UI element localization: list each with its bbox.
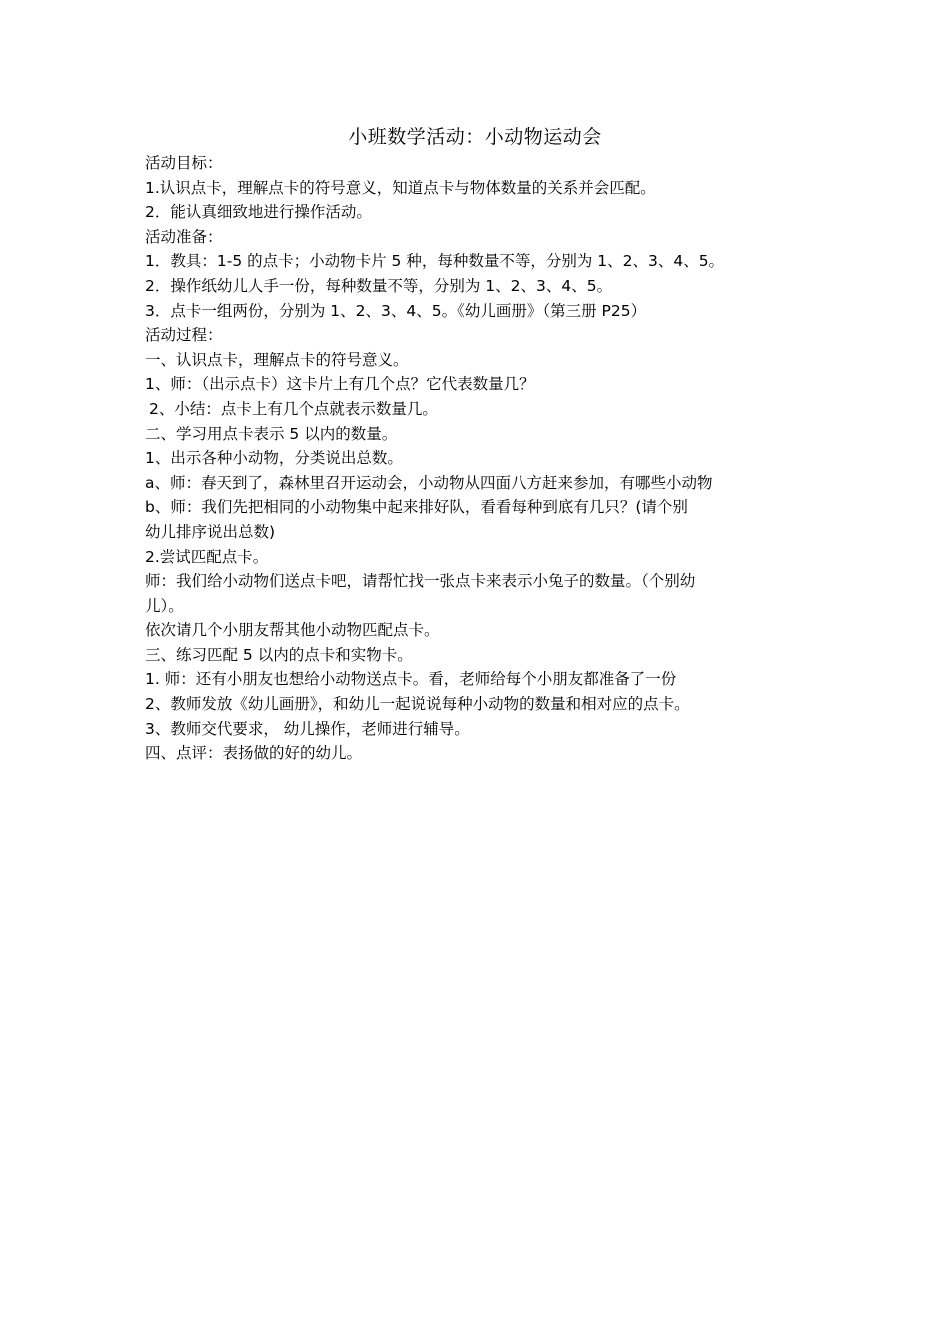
process-line: 1. 师：还有小朋友也想给小动物送点卡。看，老师给每个小朋友都准备了一份	[145, 670, 677, 689]
goal-item: 2．能认真细致地进行操作活动。	[145, 203, 372, 222]
preparation-item: 1．教具：1-5 的点卡；小动物卡片 5 种，每种数量不等，分别为 1、2、3、4、5。	[145, 252, 725, 271]
process-line: 2、教师发放《幼儿画册》，和幼儿一起说说每种小动物的数量和相对应的点卡。	[145, 695, 690, 714]
process-line: 1、师：（出示点卡）这卡片上有几个点？它代表数量几？	[145, 375, 535, 394]
process-line: b、师：我们先把相同的小动物集中起来排好队，看看每种到底有几只？(请个别	[145, 498, 688, 517]
process-line: 2、小结：点卡上有几个点就表示数量几。	[149, 399, 438, 418]
section-heading-process: 活动过程：	[145, 326, 223, 345]
preparation-item: 3．点卡一组两份，分别为 1、2、3、4、5。《幼儿画册》（第三册 P25）	[145, 301, 647, 320]
process-line: 幼儿排序说出总数)	[145, 522, 276, 541]
process-line: 1、出示各种小动物，分类说出总数。	[145, 449, 403, 468]
preparation-item: 2．操作纸幼儿人手一份，每种数量不等，分别为 1、2、3、4、5。	[145, 276, 613, 295]
goal-item: 1.认识点卡，理解点卡的符号意义，知道点卡与物体数量的关系并会匹配。	[145, 178, 656, 197]
process-step-heading: 一、认识点卡，理解点卡的符号意义。	[145, 350, 409, 369]
process-step-heading: 二、学习用点卡表示 5 以内的数量。	[145, 424, 398, 443]
document-title: 小班数学活动：小动物运动会	[348, 126, 602, 148]
process-line: a、师：春天到了，森林里召开运动会，小动物从四面八方赶来参加，有哪些小动物	[145, 473, 713, 492]
process-line: 师：我们给小动物们送点卡吧，请帮忙找一张点卡来表示小兔子的数量。（个别幼	[145, 572, 696, 591]
process-step-heading: 四、点评：表扬做的好的幼儿。	[145, 744, 363, 763]
process-step-heading: 三、练习匹配 5 以内的点卡和实物卡。	[145, 645, 413, 664]
process-line: 儿）。	[145, 596, 184, 615]
process-line: 3、教师交代要求， 幼儿操作，老师进行辅导。	[145, 719, 470, 738]
process-line: 依次请几个小朋友帮其他小动物匹配点卡。	[145, 621, 440, 640]
section-heading-preparation: 活动准备：	[145, 227, 223, 246]
section-heading-goals: 活动目标：	[145, 154, 223, 172]
document-body	[145, 151, 815, 766]
process-line: 2.尝试匹配点卡。	[145, 547, 269, 566]
